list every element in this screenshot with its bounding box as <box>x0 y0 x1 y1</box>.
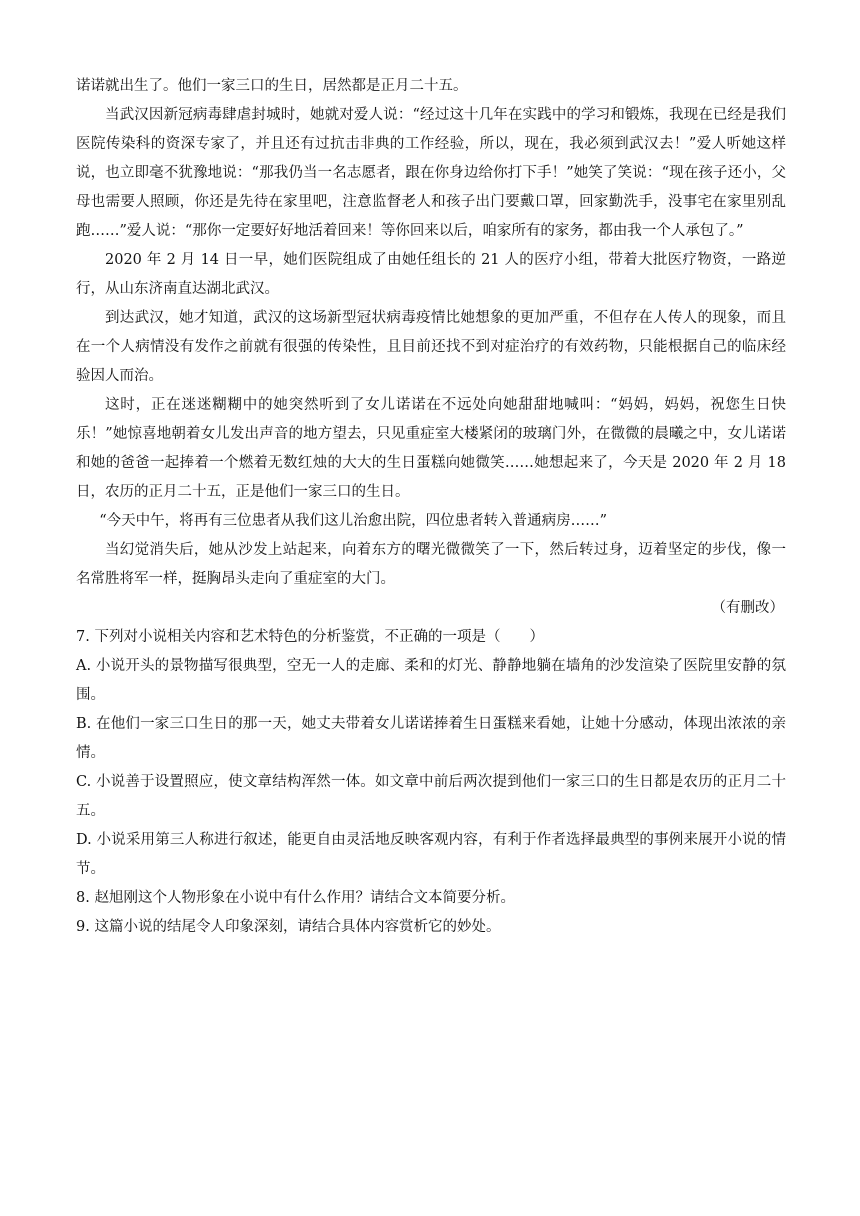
question-7-option-b: B. 在他们一家三口生日的那一天，她丈夫带着女儿诺诺捧着生日蛋糕来看她，让她十分感动，体现出浓浓的亲情。 <box>76 716 786 761</box>
question-7-option-a: A. 小说开头的景物描写很典型，空无一人的走廊、柔和的灯光、静静地躺在墙角的沙发渲染了医院里安静的氛围。 <box>76 658 786 703</box>
question-9: 9. 这篇小说的结尾令人印象深刻，请结合具体内容赏析它的妙处。 <box>76 919 501 935</box>
question-7-option-d: D. 小说采用第三人称进行叙述，能更自由灵活地反映客观内容，有利于作者选择最典型的事例来展开小说的情节。 <box>76 832 786 877</box>
question-8: 8. 赵旭刚这个人物形象在小说中有什么作用？请结合文本简要分析。 <box>76 890 515 906</box>
question-7-stem: 7. 下列对小说相关内容和艺术特色的分析鉴赏，不正确的一项是（ ） <box>76 629 544 645</box>
passage-paragraph-6: “今天中午，将再有三位患者从我们这儿治愈出院，四位患者转入普通病房……” <box>99 513 608 529</box>
passage-paragraph-5: 这时，正在迷迷糊糊中的她突然听到了女儿诺诺在不远处向她甜甜地喊叫：“妈妈，妈妈，祝您生日快乐！”她惊喜地朝着女儿发出声音的地方望去，只见重症室大楼紧闭的玻璃门外，在微微的晨曦之中，女儿诺诺和她的爸爸一起捧着一个燃着无数红烛的大大的生日蛋糕向她微笑……她想起来了，今天是 2020 年 2 月 18 日，农历的正月二十五，正是他们一家三口的生日。 <box>76 397 786 500</box>
passage-paragraph-2: 当武汉因新冠病毒肆虐封城时，她就对爱人说：“经过这十几年在实践中的学习和锻炼，我现在已经是我们医院传染科的资深专家了，并且还有过抗击非典的工作经验，所以，现在，我必须到武汉去！”爱人听她这样说，也立即毫不犹豫地说：“那我仍当一名志愿者，跟在你身边给你打下手！”她笑了笑说：“现在孩子还小，父母也需要人照顾，你还是先待在家里吧，注意监督老人和孩子出门要戴口罩，回家勤洗手，没事宅在家里别乱跑……”爱人说：“那你一定要好好地活着回来！等你回来以后，咱家所有的家务，都由我一个人承包了。” <box>76 107 786 239</box>
question-7 <box>76 623 786 884</box>
question-7-option-c: C. 小说善于设置照应，使文章结构浑然一体。如文章中前后两次提到他们一家三口的生日都是农历的正月二十五。 <box>76 774 786 819</box>
passage-paragraph-1: 诺诺就出生了。他们一家三口的生日，居然都是正月二十五。 <box>76 78 468 94</box>
passage-paragraph-3: 2020 年 2 月 14 日一早，她们医院组成了由她任组长的 21 人的医疗小组，带着大批医疗物资，一路逆行，从山东济南直达湖北武汉。 <box>76 252 786 297</box>
source-note: （有删改） <box>711 600 784 616</box>
passage-paragraph-7: 当幻觉消失后，她从沙发上站起来，向着东方的曙光微微笑了一下，然后转过身，迈着坚定的步伐，像一名常胜将军一样，挺胸昂头走向了重症室的大门。 <box>76 542 786 587</box>
document-body <box>76 72 786 942</box>
passage-paragraph-4: 到达武汉，她才知道，武汉的这场新型冠状病毒疫情比她想象的更加严重，不但存在人传人的现象，而且在一个人病情没有发作之前就有很强的传染性，且目前还找不到对症治疗的有效药物，只能根据自己的临床经验因人而治。 <box>76 310 786 384</box>
